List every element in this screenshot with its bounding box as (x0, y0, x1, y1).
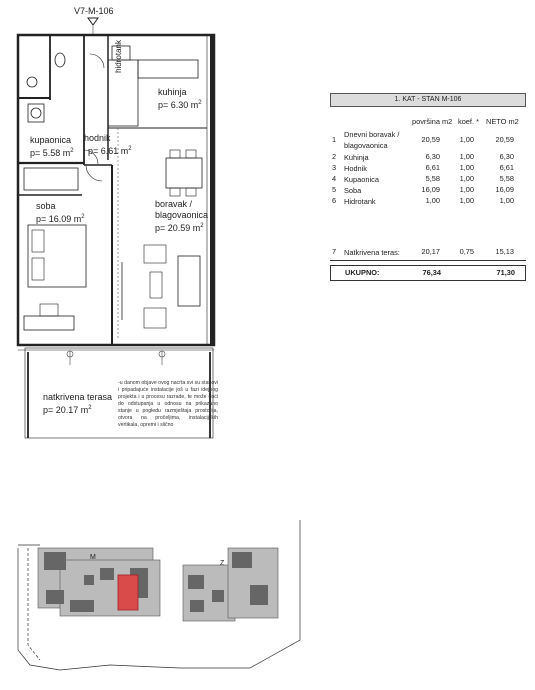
table-row: 4 Kupaonica 5,58 1,00 5,58 (332, 174, 514, 184)
table-header (330, 115, 526, 129)
table-title: 1. KAT - STAN M-106 (330, 93, 526, 107)
room-label-kuhinja: kuhinja p= 6.30 $m^2$ (158, 87, 202, 110)
table-row: 5 Soba 16,09 1,00 16,09 (332, 185, 514, 195)
section-marker-icon (88, 18, 98, 25)
table-total-row: UKUPNO: 76,34 71,30 (330, 265, 526, 281)
room-label-boravak: boravak / blagovaonica p= 20.59 $m^2$ (155, 199, 209, 233)
room-label-kupaonica: kupaonica p= 5.58 $m^2$ (30, 135, 74, 158)
table-row: 3 Hodnik 6,61 1,00 6,61 (332, 163, 514, 173)
table-row: 6 Hidrotank 1,00 1,00 1,00 (332, 196, 514, 206)
hidrotank-label: hidrotank (114, 40, 123, 73)
table-row: 2 Kuhinja 6,30 1,00 6,30 (332, 152, 514, 162)
building-label-m: M (90, 554, 96, 561)
disclaimer-note: -u danom objave ovog nacrta svi su stanovi i pripadajuće instalacije još u fazi idejnog projekta i u procesu razrade, te može doći do odstupanja u odnosu na prikazano stanje u pogledu razmještaja prostorija, otvora na pročeljima, instalacijskih vertikala, opremi i slično (118, 380, 218, 428)
area-table (330, 93, 526, 281)
room-label-hodnik: hodnik p= 6.61 $m^2$ (84, 133, 132, 156)
header-neto: NETO m2 (486, 117, 519, 126)
building-label-z: Z (220, 560, 225, 567)
room-label-soba: soba p= 16.09 $m^2$ (36, 201, 85, 224)
room-label-terasa: natkrivena terasa p= 20.17 $m^2$ (43, 392, 113, 415)
table-row-terrace: 7 Natkrivena teras: 20,17 0,75 15,13 (332, 247, 514, 257)
table-divider (330, 260, 526, 261)
header-coef: koef. * (458, 117, 479, 126)
apartment-code: V7-M-106 (74, 6, 114, 16)
highlighted-unit (118, 575, 138, 610)
header-area: površina m2 (412, 117, 453, 126)
table-row: 1 Dnevni boravak / blagovaonica 20,59 1,00 20,59 (332, 130, 514, 150)
